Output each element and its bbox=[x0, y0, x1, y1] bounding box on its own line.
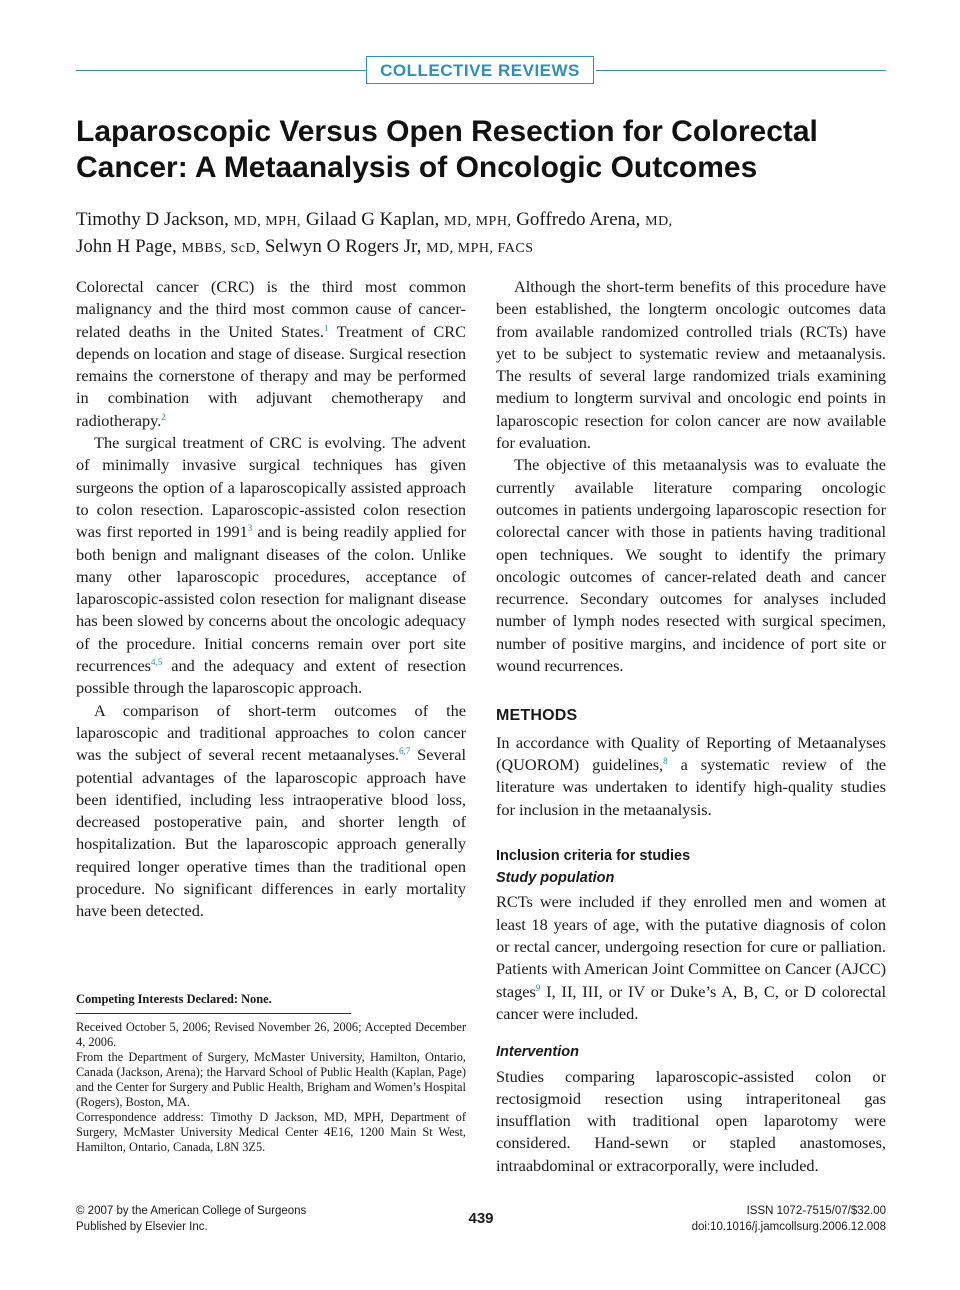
citation-link[interactable]: 8 bbox=[663, 755, 668, 766]
author-name: John H Page, bbox=[76, 236, 177, 257]
author-credentials: MD, MPH, FACS bbox=[426, 241, 534, 256]
title-line-1: Laparoscopic Versus Open Resection for Colorectal bbox=[76, 115, 818, 148]
intervention-paragraph: Studies comparing laparoscopic-assisted colon or rectosigmoid resection using intraperitoneal gas insufflation with traditional open laparotomy were considered. Hand-sewn or stapled anastomoses, intraabdominal or extracorporally, were included. bbox=[496, 1066, 886, 1175]
methods-heading: METHODS bbox=[496, 707, 578, 725]
study-population-paragraph: RCTs were included if they enrolled men and women at least 18 years of age, with the putative diagnosis of colon or rectal cancer, undergoing resection for cure or palliation. Patients with American Joint Committee on Cancer (AJCC) stages$^9$ I, II, III, or IV or Duke’s A, B, C, or D colorectal cancer were included. bbox=[496, 892, 886, 1023]
intro-paragraph-4: Although the short-term benefits of this procedure have been established, the longterm oncologic outcomes data from available randomized controlled trials (RCTs) have yet to be subject to systematic review and metaanalysis. The results of several large randomized trials examining medium to longterm survival and oncologic end points in laparoscopic resection for colon cancer are now available for evaluation. bbox=[496, 277, 886, 453]
intro-paragraph-1: Colorectal cancer (CRC) is the third most common malignancy and the third most common cause of cancer-related deaths in the United States.$^1$ Treatment of CRC depends on location and stage of disease. Surgical resection remains the cornerstone of therapy and may be performed in combination with adjuvant chemotherapy and radiotherapy.$^2$ bbox=[76, 277, 466, 430]
author-list bbox=[76, 207, 886, 261]
methods-paragraph: In accordance with Quality of Reporting of Metaanalyses (QUOROM) guidelines,$^8$ a systematic review of the literature was undertaken to identify high-quality studies for inclusion in the metaanalysis. bbox=[496, 732, 886, 819]
author-credentials: MD, MPH, bbox=[233, 214, 302, 229]
copyright: © 2007 by the American College of Surgeons bbox=[76, 1205, 307, 1217]
footnote-divider bbox=[76, 1013, 351, 1014]
citation-link[interactable]: 1 bbox=[323, 322, 329, 333]
publisher: Published by Elsevier Inc. bbox=[76, 1221, 208, 1233]
banner-rule-left bbox=[76, 70, 366, 71]
affiliations: From the Department of Surgery, McMaster University, Hamilton, Ontario, Canada (Jackson, Arena); the Harvard School of Public Health (Kaplan, Page) and the Center for Surgery and Public Health, Brigham and Women’s Hospital (Rogers), Boston, MA. bbox=[76, 1050, 466, 1109]
footer-right bbox=[692, 1203, 886, 1235]
intro-paragraph-3: A comparison of short-term outcomes of the laparoscopic and traditional approaches to colon cancer was the subject of several recent metaanalyses.$^{6,7}$ Several potential advantages of the laparoscopic approach have been identified, including less intraoperative blood loss, decreased postoperative pain, and shorter length of hospitalization. But the laparoscopic approach generally required longer operative times than the traditional open procedure. No significant differences in early mortality have been detected. bbox=[76, 700, 467, 921]
title-line-2: Cancer: A Metaanalysis of Oncologic Outcomes bbox=[76, 151, 758, 184]
issn: ISSN 1072-7515/07/$32.00 bbox=[746, 1205, 886, 1217]
author-line-1 bbox=[76, 207, 886, 234]
citation-link[interactable]: 6,7 bbox=[399, 746, 411, 757]
citation-link[interactable]: 4,5 bbox=[151, 657, 163, 668]
page-footer bbox=[76, 1203, 886, 1237]
doi-link[interactable]: doi:10.1016/j.jamcollsurg.2006.12.008 bbox=[691, 1221, 886, 1233]
author-name: Goffredo Arena, bbox=[516, 209, 641, 230]
section-banner bbox=[76, 56, 886, 86]
citation-link[interactable]: 3 bbox=[247, 523, 253, 534]
author-credentials: MBBS, ScD, bbox=[181, 241, 261, 256]
page-number: 439 bbox=[468, 1210, 494, 1227]
objective-paragraph: The objective of this metaanalysis was to evaluate the currently available literature comparing oncologic outcomes in patients undergoing laparoscopic resection for colorectal cancer with those in patients having traditional open techniques. We sought to identify the primary oncologic outcomes of cancer-related death and cancer recurrence. Secondary outcomes for analyses included number of lymph nodes resected with surgical specimen, number of positive margins, and incidence of port site or wound recurrences. bbox=[496, 455, 886, 676]
citation-link[interactable]: 2 bbox=[161, 411, 166, 422]
author-credentials: MD, bbox=[645, 214, 673, 229]
correspondence-address: Correspondence address: Timothy D Jackson, MD, MPH, Department of Surgery, McMaster University Medical Center 4E16, 1200 Main St West, Hamilton, Ontario, Canada, L8N 3Z5. bbox=[76, 1110, 466, 1154]
competing-interests: Competing Interests Declared: None. bbox=[76, 992, 272, 1006]
footer-left bbox=[76, 1203, 306, 1235]
footnotes bbox=[76, 992, 466, 1155]
article-title bbox=[76, 114, 886, 186]
author-name: Selwyn O Rogers Jr, bbox=[264, 236, 422, 257]
citation-link[interactable]: 9 bbox=[535, 982, 541, 993]
inclusion-criteria-heading: Inclusion criteria for studies bbox=[496, 847, 691, 864]
received-dates: Received October 5, 2006; Revised November 26, 2006; Accepted December 4, 2006. bbox=[76, 1020, 466, 1049]
banner-rule-right bbox=[596, 70, 886, 71]
right-column bbox=[496, 276, 886, 1177]
study-population-heading: Study population bbox=[496, 870, 615, 887]
author-name: Gilaad G Kaplan, bbox=[305, 209, 440, 230]
left-column bbox=[76, 276, 466, 923]
intro-paragraph-2: The surgical treatment of CRC is evolving. The advent of minimally invasive surgical techniques has given surgeons the option of a laparoscopically assisted approach to colon resection. Laparoscopic-assisted colon resection was first reported in 1991$^3$ and is being readily applied for both benign and malignant diseases of the colon. Unlike many other laparoscopic procedures, acceptance of laparoscopic-assisted colon resection for malignant disease has been slowed by concerns about the oncologic adequacy of the procedure. Initial concerns remain over port site recurrences$^{4,5}$ and the adequacy and extent of resection possible through the laparoscopic approach. bbox=[76, 433, 466, 698]
author-credentials: MD, MPH, bbox=[444, 214, 512, 229]
author-name: Timothy D Jackson, bbox=[76, 209, 229, 230]
section-label: COLLECTIVE REVIEWS bbox=[366, 56, 594, 84]
intervention-heading: Intervention bbox=[496, 1044, 579, 1061]
author-line-2 bbox=[76, 234, 886, 261]
